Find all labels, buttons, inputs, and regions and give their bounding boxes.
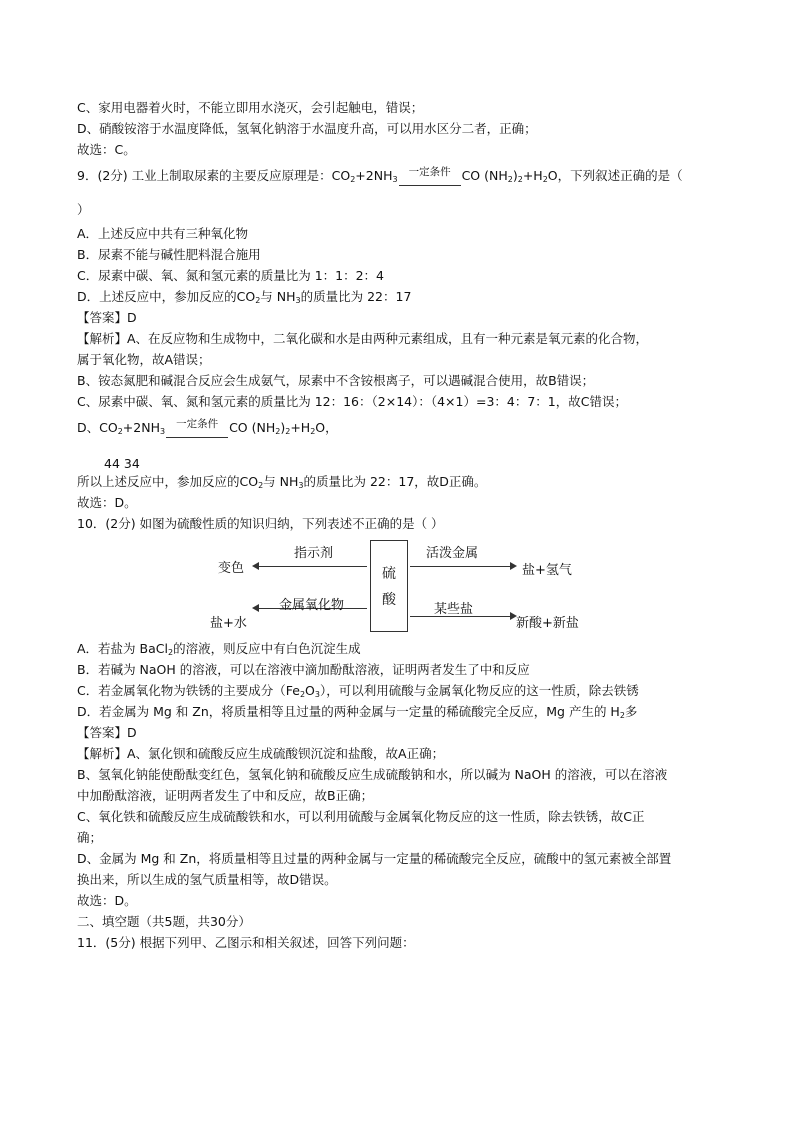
option-d: D．上述反应中，参加反应的$CO_2$与 $NH_3$的质量比为 22：17 [77,289,412,305]
box-label-bottom: 酸 [382,592,396,608]
text-line: 【解析】A、氯化钡和硫酸反应生成硫酸钡沉淀和盐酸，故A正确； [77,746,445,761]
text-line: B、铵态氮肥和碱混合反应会生成氨气，尿素中不含铵根离子，可以遇碱混合使用，故B错误； [77,373,595,388]
text-line: 所以上述反应中，参加反应的$CO_2$与 $NH_3$的质量比为 22：17，故D正确。 [77,474,487,490]
answer: 【答案】D [77,725,137,740]
salt-water-label: 盐+水 [210,616,247,631]
text-line: 故选：C。 [77,142,136,157]
option-d: D．若金属为 Mg 和 Zn，将质量相等且过量的两种金属与一定量的稀硫酸完全反应，Mg 产生的 $H_2$多 [77,704,638,720]
text-line: 【解析】A、在反应物和生成物中，二氧化碳和水是由两种元素组成，且有一种元素是氧元素的化合物， [77,331,649,346]
some-salt-label: 某些盐 [434,602,474,617]
text-line: 换出来，所以生成的氢气质量相等，故D错误。 [77,872,337,887]
metal-oxide-label: 金属氧化物 [279,598,345,613]
color-change-label: 变色 [218,561,245,576]
text-line: 中加酚酞溶液，证明两者发生了中和反应，故B正确； [77,788,374,803]
question-11-stem: 11．(5分) 根据下列甲、乙图示和相关叙述，回答下列问题： [77,935,415,950]
text-line: 确； [77,830,103,845]
text-line: ） [77,202,90,217]
text-line: D、硝酸铵溶于水温度降低，氢氧化钠溶于水温度升高，可以用水区分二者，正确； [77,121,537,136]
option-b: B．若碱为 NaOH 的溶液，可以在溶液中滴加酚酞溶液，证明两者发生了中和反应 [77,662,530,677]
text-line: 故选：D。 [77,495,137,510]
option-c: C．尿素中碳、氧、氮和氢元素的质量比为 1：1：2：4 [77,268,385,283]
text-line: C、家用电器着火时，不能立即用水浇灭，会引起触电，错误； [77,100,424,115]
box-label-top: 硫 [382,566,396,582]
option-b: B．尿素不能与碱性肥料混合施用 [77,247,261,262]
active-metal-label: 活泼金属 [426,546,479,561]
arrow-left-top [259,566,367,567]
indicator-label: 指示剂 [294,546,334,561]
reaction-condition: 一定条件 [399,174,461,188]
equation-line: D、$CO_2+2NH_3$ 一定条件 CO $(NH_2)_2+H_2O$， [77,420,338,440]
text-line: B、氢氧化钠能使酚酞变红色，氢氧化钠和硫酸反应生成硫酸钠和水，所以碱为 NaOH 的溶液，可以在溶液 [77,767,668,782]
sulfuric-acid-diagram [204,532,594,644]
reaction-condition: 一定条件 [166,426,228,440]
question-9-stem: 9．(2分) 工业上制取尿素的主要反应原理是：$CO_2+2NH_3$ 一定条件 CO $(NH_2)_2+H_2O$，下列叙述正确的是（ [77,168,683,188]
answer: 【答案】D [77,310,137,325]
text-line: C、氧化铁和硫酸反应生成硫酸铁和水，可以利用硫酸与金属氧化物反应的这一性质，除去铁锈，故C正 [77,809,645,824]
option-a: A．上述反应中共有三种氧化物 [77,226,249,241]
new-acid-salt-label: 新酸+新盐 [516,616,579,631]
sulfuric-acid-box [370,540,408,632]
option-a: A．若盐为 BaCl$_2$的溶液，则反应中有白色沉淀生成 [77,641,361,657]
question-10-stem: 10．(2分) 如图为硫酸性质的知识归纳，下列表述不正确的是（ ） [77,516,444,531]
mass-numbers: 44 34 [104,456,140,471]
text-line: 属于氧化物，故A错误； [77,352,211,367]
salt-hydrogen-label: 盐+氢气 [522,563,572,578]
arrow-right-top [410,566,510,567]
text-line: C、尿素中碳、氧、氮和氢元素的质量比为 12：16：（2×14）：（4×1）=3：4：7：1，故C错误； [77,394,627,409]
text-line: D、金属为 Mg 和 Zn，将质量相等且过量的两种金属与一定量的稀硫酸完全反应，硫酸中的氢元素被全部置 [77,851,672,866]
text-line: 故选：D。 [77,893,137,908]
section-heading: 二、填空题（共5题，共30分） [77,914,251,929]
option-c: C．若金属氧化物为铁锈的主要成分$(Fe_2O_3)$，可以利用硫酸与金属氧化物反应的这一性质，除去铁锈 [77,683,639,699]
